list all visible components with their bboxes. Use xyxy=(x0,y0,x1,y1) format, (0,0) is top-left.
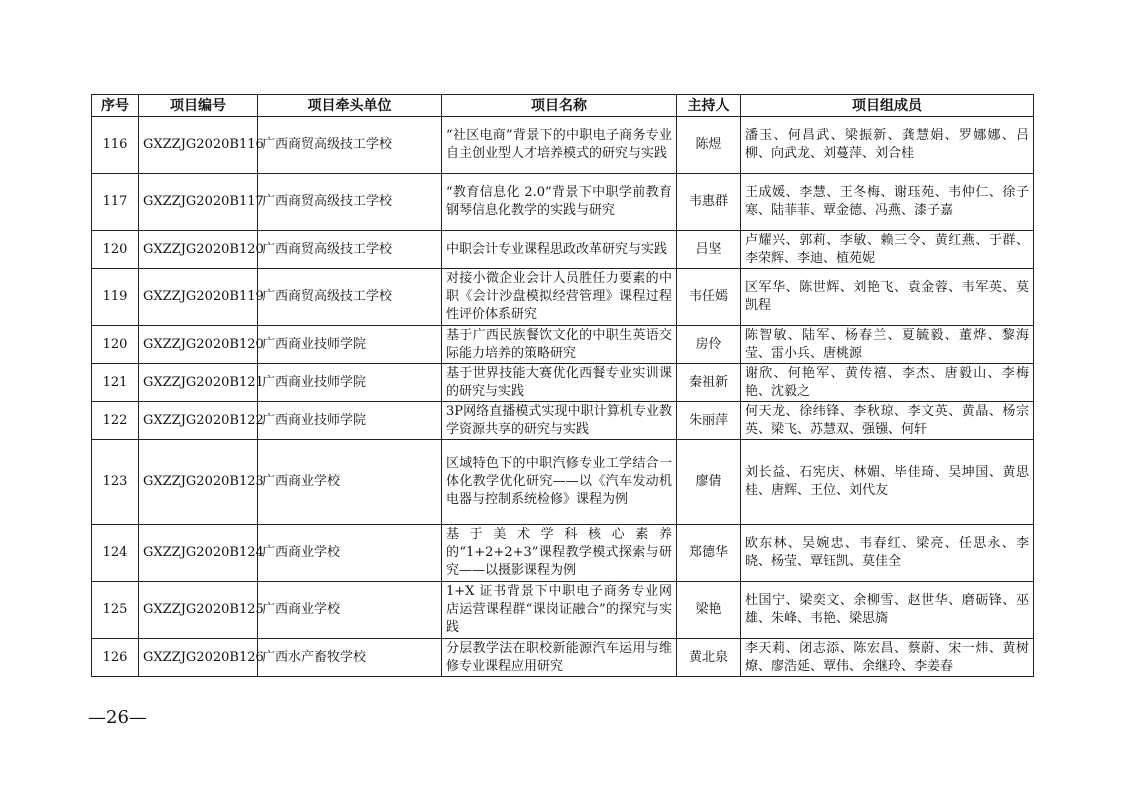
row-code: GXZZJG2020B126 xyxy=(139,639,258,677)
row-unit: 广西商贸高级技工学校 xyxy=(258,117,442,174)
row-host: 陈煜 xyxy=(677,117,741,174)
projects-table xyxy=(91,94,1034,677)
table-row xyxy=(92,525,1034,582)
row-unit: 广西商业技师学院 xyxy=(258,326,442,364)
row-unit: 广西商业学校 xyxy=(258,582,442,639)
row-unit: 广西商业学校 xyxy=(258,525,442,582)
row-name: 对接小微企业会计人员胜任力要素的中职《会计沙盘模拟经营管理》课程过程性评价体系研究 xyxy=(442,269,677,326)
row-members: 潘玉、何昌武、梁振新、龚慧娟、罗娜娜、吕柳、向武龙、刘蔓萍、刘合桂 xyxy=(741,117,1034,174)
row-members: 杜国宁、梁奕文、余柳雪、赵世华、磨砺锋、巫雄、朱峰、韦艳、梁思旖 xyxy=(741,582,1034,639)
row-code: GXZZJG2020B119 xyxy=(139,269,258,326)
table-row xyxy=(92,639,1034,677)
row-number: 126 xyxy=(92,639,139,677)
header-unit: 项目牵头单位 xyxy=(258,95,442,117)
row-host: 吕坚 xyxy=(677,231,741,269)
row-number: 125 xyxy=(92,582,139,639)
row-host: 郑德华 xyxy=(677,525,741,582)
table-row xyxy=(92,582,1034,639)
row-name: “教育信息化 2.0”背景下中职学前教育钢琴信息化教学的实践与研究 xyxy=(442,174,677,231)
row-members: 王成媛、李慧、王冬梅、谢珏苑、韦仲仁、徐子寒、陆菲菲、覃金德、冯燕、漆子嘉 xyxy=(741,174,1034,231)
row-name: 3P网络直播模式实现中职计算机专业教学资源共享的研究与实践 xyxy=(442,402,677,440)
row-unit: 广西商贸高级技工学校 xyxy=(258,174,442,231)
row-number: 123 xyxy=(92,440,139,525)
table-row xyxy=(92,402,1034,440)
row-number: 117 xyxy=(92,174,139,231)
row-host: 秦祖新 xyxy=(677,364,741,402)
header-row xyxy=(92,95,1034,117)
table-row xyxy=(92,326,1034,364)
table-row xyxy=(92,364,1034,402)
row-number: 120 xyxy=(92,231,139,269)
row-unit: 广西商业技师学院 xyxy=(258,402,442,440)
row-code: GXZZJG2020B125 xyxy=(139,582,258,639)
row-code: GXZZJG2020B121 xyxy=(139,364,258,402)
row-number: 116 xyxy=(92,117,139,174)
row-members: 李天莉、闭志添、陈宏昌、蔡蔚、宋一炜、黄树燎、廖浩延、覃伟、余继玲、李姜春 xyxy=(741,639,1034,677)
row-host: 韦惠群 xyxy=(677,174,741,231)
row-unit: 广西商业学校 xyxy=(258,440,442,525)
row-unit: 广西水产畜牧学校 xyxy=(258,639,442,677)
row-name: 分层教学法在职校新能源汽车运用与维修专业课程应用研究 xyxy=(442,639,677,677)
row-host: 黄北泉 xyxy=(677,639,741,677)
row-number: 119 xyxy=(92,269,139,326)
row-code: GXZZJG2020B122 xyxy=(139,402,258,440)
row-name: 1+X 证书背景下中职电子商务专业网店运营课程群“课岗证融合”的探究与实践 xyxy=(442,582,677,639)
table-row xyxy=(92,117,1034,174)
row-name: “社区电商”背景下的中职电子商务专业自主创业型人才培养模式的研究与实践 xyxy=(442,117,677,174)
row-code: GXZZJG2020B116 xyxy=(139,117,258,174)
row-unit: 广西商贸高级技工学校 xyxy=(258,231,442,269)
row-code: GXZZJG2020B124 xyxy=(139,525,258,582)
table-row xyxy=(92,269,1034,326)
row-members: 刘长益、石宪庆、林媚、毕佳琦、吴坤国、黄思桂、唐辉、王位、刘代友 xyxy=(741,440,1034,525)
row-code: GXZZJG2020B120 xyxy=(139,326,258,364)
row-members: 谢欣、何艳军、黄传禧、李杰、唐毅山、李梅艳、沈毅之 xyxy=(741,364,1034,402)
row-unit: 广西商贸高级技工学校 xyxy=(258,269,442,326)
header-members: 项目组成员 xyxy=(741,95,1034,117)
row-members: 卢耀兴、郭莉、李敏、赖三令、黄红燕、于群、李荣辉、李迪、植苑妮 xyxy=(741,231,1034,269)
page-number: —26— xyxy=(88,707,147,728)
row-host: 梁艳 xyxy=(677,582,741,639)
row-name: 基于美术学科核心素养的“1+2+2+3”课程教学模式探索与研究——以摄影课程为例 xyxy=(442,525,677,582)
header-number: 序号 xyxy=(92,95,139,117)
table-row xyxy=(92,440,1034,525)
row-code: GXZZJG2020B120 xyxy=(139,231,258,269)
header-host: 主持人 xyxy=(677,95,741,117)
row-members: 欧东林、吴婉忠、韦春红、梁亮、任思永、李晓、杨莹、覃钰凯、莫佳全 xyxy=(741,525,1034,582)
header-code: 项目编号 xyxy=(139,95,258,117)
row-host: 廖倩 xyxy=(677,440,741,525)
table-row xyxy=(92,231,1034,269)
row-number: 122 xyxy=(92,402,139,440)
row-name: 中职会计专业课程思政改革研究与实践 xyxy=(442,231,677,269)
row-code: GXZZJG2020B123 xyxy=(139,440,258,525)
header-name: 项目名称 xyxy=(442,95,677,117)
row-number: 124 xyxy=(92,525,139,582)
row-name: 区域特色下的中职汽修专业工学结合一体化教学优化研究——以《汽车发动机电器与控制系统检修》课程为例 xyxy=(442,440,677,525)
row-host: 房伶 xyxy=(677,326,741,364)
row-host: 韦任嫣 xyxy=(677,269,741,326)
row-code: GXZZJG2020B117 xyxy=(139,174,258,231)
row-members: 区军华、陈世辉、刘艳飞、袁金蓉、韦军英、莫凯程 xyxy=(741,269,1034,326)
row-number: 121 xyxy=(92,364,139,402)
row-unit: 广西商业技师学院 xyxy=(258,364,442,402)
table-row xyxy=(92,174,1034,231)
row-name: 基于广西民族餐饮文化的中职生英语交际能力培养的策略研究 xyxy=(442,326,677,364)
row-host: 朱丽萍 xyxy=(677,402,741,440)
row-members: 何天龙、徐纬锋、李秋琼、李文英、黄晶、杨宗英、梁飞、苏慧双、强镪、何轩 xyxy=(741,402,1034,440)
row-members: 陈智敏、陆军、杨春兰、夏毓毅、董烨、黎海莹、雷小兵、唐桃源 xyxy=(741,326,1034,364)
row-name: 基于世界技能大赛优化西餐专业实训课的研究与实践 xyxy=(442,364,677,402)
row-number: 120 xyxy=(92,326,139,364)
